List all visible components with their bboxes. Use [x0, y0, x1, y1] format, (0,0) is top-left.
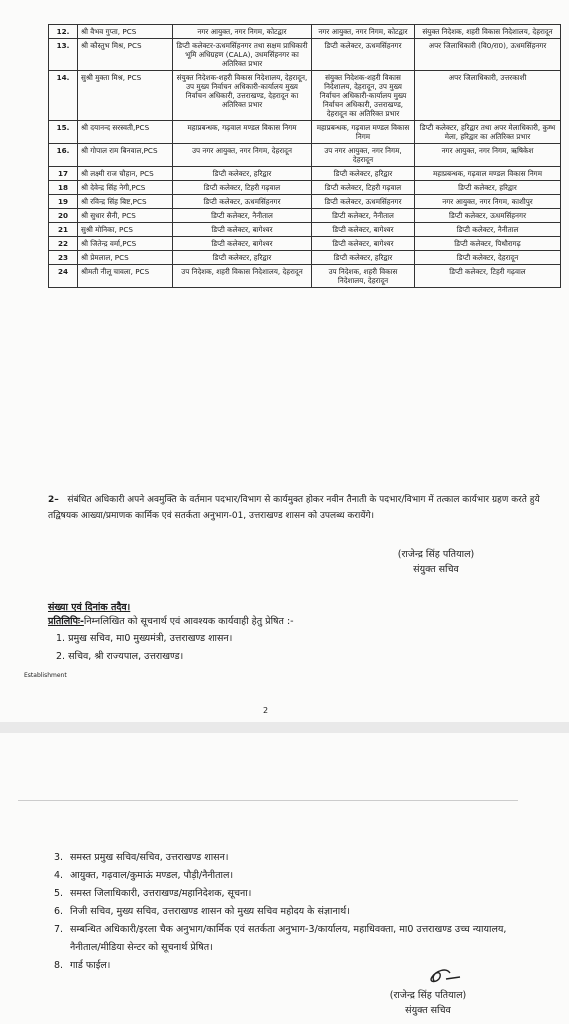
new-posting-cell: डिप्टी कलेक्टर, टिहरी गढ़वाल: [415, 265, 561, 288]
previous-post-cell: संयुक्त निदेशक-शहरी विकास निदेशालय, देहरादून, उप मुख्य निर्वाचन अधिकारी-कार्यालय मुख्य निर्वाचन अधिकारी, उत्तराखण्ड, देहरादून का अतिरिक्त प्रभार: [173, 71, 312, 121]
list-item: 1. प्रमुख सचिव, मा0 मुख्यमंत्री, उत्तराखण्ड शासन।: [56, 633, 233, 644]
list-item: 7. सम्बन्धित अधिकारी/इरला चैक अनुभाग/कार्मिक एवं सतर्कता अनुभाग-3/कार्यालय, महाधिवक्ता, मा0 उत्तराखण्ड उच्च न्यायालय, नैनीताल/मीडिया सेन्टर को सूचनार्थ प्रेषित।: [54, 924, 507, 953]
list-item: 4. आयुक्त, गढ़वाल/कुमाऊं मण्डल, पौड़ी/नैनीताल।: [54, 870, 234, 881]
new-posting-cell: डिप्टी कलेक्टर, नैनीताल: [415, 223, 561, 237]
serial-number-cell: 18: [49, 181, 78, 195]
officer-name-cell: श्रीमती नीलू चावला, PCS: [78, 265, 173, 288]
new-posting-cell: डिप्टी कलेक्टर, देहरादून: [415, 251, 561, 265]
copy-text: निम्नलिखित को सूचनार्थ एवं आवश्यक कार्यवाही हेतु प्रेषित :-: [83, 616, 294, 627]
serial-number-cell: 17: [49, 167, 78, 181]
new-posting-cell: महाप्रबन्धक, गढ़वाल मण्डल विकास निगम: [415, 167, 561, 181]
signatory-name: (राजेन्द्र सिंह पतियाल): [389, 990, 467, 1001]
relieved-post-cell: डिप्टी कलेक्टर, नैनीताल: [312, 209, 415, 223]
officer-name-cell: सुश्री मोनिका, PCS: [78, 223, 173, 237]
signature-block-2: [368, 988, 488, 1018]
copy-list-page-2: [54, 849, 514, 975]
table-row: [49, 209, 561, 223]
new-posting-cell: डिप्टी कलेक्टर, हरिद्वार तथा अपर मेलाधिकारी, कुम्भ मेला, हरिद्वार का अतिरिक्त प्रभार: [415, 121, 561, 144]
relieved-post-cell: नगर आयुक्त, नगर निगम, कोटद्वार: [312, 25, 415, 39]
officer-name-cell: श्री प्रेमलाल, PCS: [78, 251, 173, 265]
signatory-title: संयुक्त सचिव: [413, 564, 459, 575]
previous-post-cell: डिप्टी कलेक्टर, हरिद्वार: [173, 167, 312, 181]
establishment-label: Establishment: [24, 672, 67, 679]
copy-label: प्रतिलिपिः-: [48, 616, 84, 627]
serial-number-cell: 20: [49, 209, 78, 223]
serial-number-cell: 21: [49, 223, 78, 237]
table-row: [49, 144, 561, 167]
table-row: [49, 167, 561, 181]
relieved-post-cell: डिप्टी कलेक्टर, हरिद्वार: [312, 251, 415, 265]
relieved-post-cell: डिप्टी कलेक्टर, बागेश्वर: [312, 223, 415, 237]
officer-name-cell: श्री गोपाल राम बिनवाल,PCS: [78, 144, 173, 167]
officer-name-cell: सुश्री मुक्ता मिश्र, PCS: [78, 71, 173, 121]
table-row: [49, 251, 561, 265]
table-row: [49, 265, 561, 288]
officer-name-cell: श्री जितेन्द्र वर्मा,PCS: [78, 237, 173, 251]
signature-block-1: [376, 547, 496, 577]
relieved-post-cell: डिप्टी कलेक्टर, बागेश्वर: [312, 237, 415, 251]
serial-number-cell: 13.: [49, 39, 78, 71]
serial-number-cell: 16.: [49, 144, 78, 167]
new-posting-cell: नगर आयुक्त, नगर निगम, काशीपुर: [415, 195, 561, 209]
relieved-post-cell: उप नगर आयुक्त, नगर निगम, देहरादून: [312, 144, 415, 167]
officer-name-cell: श्री वैभव गुप्ता, PCS: [78, 25, 173, 39]
copy-list-page-1: [48, 630, 232, 666]
relieved-post-cell: डिप्टी कलेक्टर, ऊधमसिंहनगर: [312, 39, 415, 71]
new-posting-cell: डिप्टी कलेक्टर, ऊधमसिंहनगर: [415, 209, 561, 223]
list-item: 2. सचिव, श्री राज्यपाल, उत्तराखण्ड।: [56, 651, 184, 662]
reference-heading: संख्या एवं दिनांक तदैव।: [48, 602, 131, 613]
transfer-table: [48, 24, 561, 288]
serial-number-cell: 19: [49, 195, 78, 209]
previous-post-cell: उप निदेशक, शहरी विकास निदेशालय, देहरादून: [173, 265, 312, 288]
new-posting-cell: डिप्टी कलेक्टर, हरिद्वार: [415, 181, 561, 195]
relieved-post-cell: संयुक्त निदेशक-शहरी विकास निदेशालय, देहरादून, उप मुख्य निर्वाचन अधिकारी-कार्यालय मुख्य निर्वाचन अधिकारी, उत्तराखण्ड, देहरादून का अतिरिक्त प्रभार: [312, 71, 415, 121]
table-row: [49, 121, 561, 144]
officer-name-cell: श्री रविन्द्र सिंह बिष्ट,PCS: [78, 195, 173, 209]
relieved-post-cell: डिप्टी कलेक्टर, टिहरी गढ़वाल: [312, 181, 415, 195]
previous-post-cell: महाप्रबन्धक, गढ़वाल मण्डल विकास निगम: [173, 121, 312, 144]
officer-name-cell: श्री कौस्तुभ मिश्र, PCS: [78, 39, 173, 71]
list-item: 8. गार्ड फाईल।: [54, 960, 111, 971]
serial-number-cell: 24: [49, 265, 78, 288]
relieved-post-cell: महाप्रबन्धक, गढ़वाल मण्डल विकास निगम: [312, 121, 415, 144]
page-number: 2: [263, 706, 269, 715]
paragraph-number: 2–: [48, 495, 59, 505]
previous-post-cell: डिप्टी कलेक्टर, हरिद्वार: [173, 251, 312, 265]
previous-post-cell: डिप्टी कलेक्टर, बागेश्वर: [173, 223, 312, 237]
officer-name-cell: श्री सुधार सैनी, PCS: [78, 209, 173, 223]
handwritten-signature-mark: [420, 963, 465, 987]
table-row: [49, 195, 561, 209]
officer-name-cell: श्री देवेन्द्र सिंह नेगी,PCS: [78, 181, 173, 195]
previous-post-cell: डिप्टी कलेक्टर, ऊधमसिंहनगर: [173, 195, 312, 209]
table-row: [49, 181, 561, 195]
serial-number-cell: 23: [49, 251, 78, 265]
new-posting-cell: अपर जिलाधिकारी, उत्तरकाशी: [415, 71, 561, 121]
previous-post-cell: डिप्टी कलेक्टर, बागेश्वर: [173, 237, 312, 251]
serial-number-cell: 12.: [49, 25, 78, 39]
list-item: 5. समस्त जिलाधिकारी, उत्तराखण्ड/महानिदेशक, सूचना।: [54, 888, 252, 899]
new-posting-cell: डिप्टी कलेक्टर, पिथौरागढ़: [415, 237, 561, 251]
table-row: [49, 223, 561, 237]
signatory-name: (राजेन्द्र सिंह पतियाल): [397, 549, 475, 560]
previous-post-cell: डिप्टी कलेक्टर, टिहरी गढ़वाल: [173, 181, 312, 195]
officer-name-cell: श्री लक्ष्मी राज चौहान, PCS: [78, 167, 173, 181]
relieved-post-cell: उप निदेशक, शहरी विकास निदेशालय, देहरादून: [312, 265, 415, 288]
table-row: [49, 39, 561, 71]
table-row: [49, 237, 561, 251]
signatory-title: संयुक्त सचिव: [405, 1005, 451, 1016]
paragraph-text: संबंधित अधिकारी अपने अवमुक्ति के वर्तमान पदभार/विभाग से कार्यमुक्त होकर नवीन तैनाती के पदभार/विभाग में तत्काल कार्यभार ग्रहण करते हुये तद्विषयक आख्या/प्रमाणक कार्मिक एवं सतर्कता अनुभाग-01, उत्तराखण्ड शासन को उपलब्ध करायेंगे।: [48, 495, 540, 521]
serial-number-cell: 15.: [49, 121, 78, 144]
table-row: [49, 25, 561, 39]
new-posting-cell: संयुक्त निदेशक, शहरी विकास निदेशालय, देहरादून: [415, 25, 561, 39]
relieved-post-cell: डिप्टी कलेक्टर, ऊधमसिंहनगर: [312, 195, 415, 209]
copy-to-line: [48, 614, 294, 627]
table-row: [49, 71, 561, 121]
list-item: 3. समस्त प्रमुख सचिव/सचिव, उत्तराखण्ड शासन।: [54, 852, 229, 863]
officer-name-cell: श्री दयानन्द सरस्वती,PCS: [78, 121, 173, 144]
relieved-post-cell: डिप्टी कलेक्टर, हरिद्वार: [312, 167, 415, 181]
previous-post-cell: नगर आयुक्त, नगर निगम, कोटद्वार: [173, 25, 312, 39]
page-top-rule: [18, 800, 518, 801]
previous-post-cell: उप नगर आयुक्त, नगर निगम, देहरादून: [173, 144, 312, 167]
serial-number-cell: 22: [49, 237, 78, 251]
new-posting-cell: अपर जिलाधिकारी (वि0/रा0), ऊधमसिंहनगर: [415, 39, 561, 71]
list-item: 6. निजी सचिव, मुख्य सचिव, उत्तराखण्ड शासन को मुख्य सचिव महोदय के संज्ञानार्थ।: [54, 906, 350, 917]
serial-number-cell: 14.: [49, 71, 78, 121]
new-posting-cell: नगर आयुक्त, नगर निगम, ऋषिकेश: [415, 144, 561, 167]
instruction-paragraph: [48, 492, 548, 524]
previous-post-cell: डिप्टी कलेक्टर, नैनीताल: [173, 209, 312, 223]
previous-post-cell: डिप्टी कलेक्टर-ऊधमसिंहनगर तथा सक्षम प्राधिकारी भूमि अधिग्रहण (CALA), उधमसिंहनगर का अतिरिक्त प्रभार: [173, 39, 312, 71]
